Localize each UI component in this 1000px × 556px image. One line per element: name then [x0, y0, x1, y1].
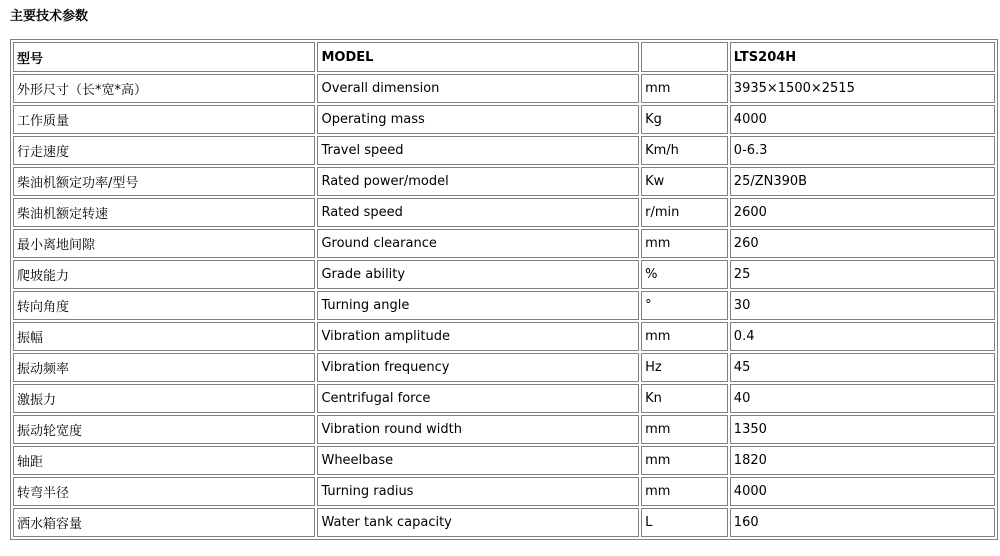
param-en-cell: Rated speed: [317, 198, 639, 227]
value-cell: 40: [730, 384, 995, 413]
unit-cell: %: [641, 260, 728, 289]
header-cn-cell: 型号: [13, 42, 315, 72]
param-cn-cell: 最小离地间隙: [13, 229, 315, 258]
param-en-cell: Overall dimension: [317, 74, 639, 103]
value-cell: 1350: [730, 415, 995, 444]
unit-cell: mm: [641, 74, 728, 103]
unit-cell: Km/h: [641, 136, 728, 165]
table-row: [13, 384, 995, 413]
table-row: [13, 198, 995, 227]
table-row: [13, 353, 995, 382]
param-cn-cell: 振幅: [13, 322, 315, 351]
param-cn-cell: 轴距: [13, 446, 315, 475]
param-en-cell: Grade ability: [317, 260, 639, 289]
table-row: [13, 322, 995, 351]
unit-cell: mm: [641, 446, 728, 475]
table-row: [13, 167, 995, 196]
param-cn-cell: 振动频率: [13, 353, 315, 382]
header-model-cell: LTS204H: [730, 42, 995, 72]
table-row: [13, 105, 995, 134]
param-cn-cell: 爬坡能力: [13, 260, 315, 289]
param-en-cell: Vibration amplitude: [317, 322, 639, 351]
value-cell: 260: [730, 229, 995, 258]
value-cell: 25: [730, 260, 995, 289]
table-row: [13, 260, 995, 289]
unit-cell: Kw: [641, 167, 728, 196]
param-cn-cell: 柴油机额定功率/型号: [13, 167, 315, 196]
value-cell: 45: [730, 353, 995, 382]
param-en-cell: Wheelbase: [317, 446, 639, 475]
value-cell: 30: [730, 291, 995, 320]
table-row: [13, 291, 995, 320]
value-cell: 25/ZN390B: [730, 167, 995, 196]
unit-cell: Kn: [641, 384, 728, 413]
table-row: [13, 508, 995, 537]
value-cell: 3935×1500×2515: [730, 74, 995, 103]
param-cn-cell: 工作质量: [13, 105, 315, 134]
param-en-cell: Vibration frequency: [317, 353, 639, 382]
param-cn-cell: 转弯半径: [13, 477, 315, 506]
table-row: [13, 446, 995, 475]
unit-cell: mm: [641, 229, 728, 258]
value-cell: 4000: [730, 477, 995, 506]
table-row: [13, 136, 995, 165]
param-en-cell: Water tank capacity: [317, 508, 639, 537]
value-cell: 0-6.3: [730, 136, 995, 165]
value-cell: 4000: [730, 105, 995, 134]
param-en-cell: Rated power/model: [317, 167, 639, 196]
unit-cell: r/min: [641, 198, 728, 227]
table-row: [13, 74, 995, 103]
param-cn-cell: 行走速度: [13, 136, 315, 165]
param-en-cell: Centrifugal force: [317, 384, 639, 413]
param-cn-cell: 柴油机额定转速: [13, 198, 315, 227]
unit-cell: mm: [641, 415, 728, 444]
header-en-cell: MODEL: [317, 42, 639, 72]
param-en-cell: Turning angle: [317, 291, 639, 320]
unit-cell: mm: [641, 477, 728, 506]
param-cn-cell: 洒水箱容量: [13, 508, 315, 537]
value-cell: 0.4: [730, 322, 995, 351]
unit-cell: Kg: [641, 105, 728, 134]
unit-cell: L: [641, 508, 728, 537]
header-unit-cell: [641, 42, 728, 72]
param-cn-cell: 外形尺寸（长*宽*高）: [13, 74, 315, 103]
param-en-cell: Turning radius: [317, 477, 639, 506]
param-en-cell: Ground clearance: [317, 229, 639, 258]
param-en-cell: Operating mass: [317, 105, 639, 134]
value-cell: 160: [730, 508, 995, 537]
table-row: [13, 229, 995, 258]
param-cn-cell: 转向角度: [13, 291, 315, 320]
specs-table: [10, 39, 998, 540]
value-cell: 1820: [730, 446, 995, 475]
table-row: [13, 415, 995, 444]
param-cn-cell: 激振力: [13, 384, 315, 413]
unit-cell: mm: [641, 322, 728, 351]
page-title: 主要技术参数: [10, 9, 89, 24]
table-row: [13, 477, 995, 506]
param-en-cell: Vibration round width: [317, 415, 639, 444]
unit-cell: °: [641, 291, 728, 320]
table-header-row: [13, 42, 995, 72]
value-cell: 2600: [730, 198, 995, 227]
param-cn-cell: 振动轮宽度: [13, 415, 315, 444]
unit-cell: Hz: [641, 353, 728, 382]
param-en-cell: Travel speed: [317, 136, 639, 165]
